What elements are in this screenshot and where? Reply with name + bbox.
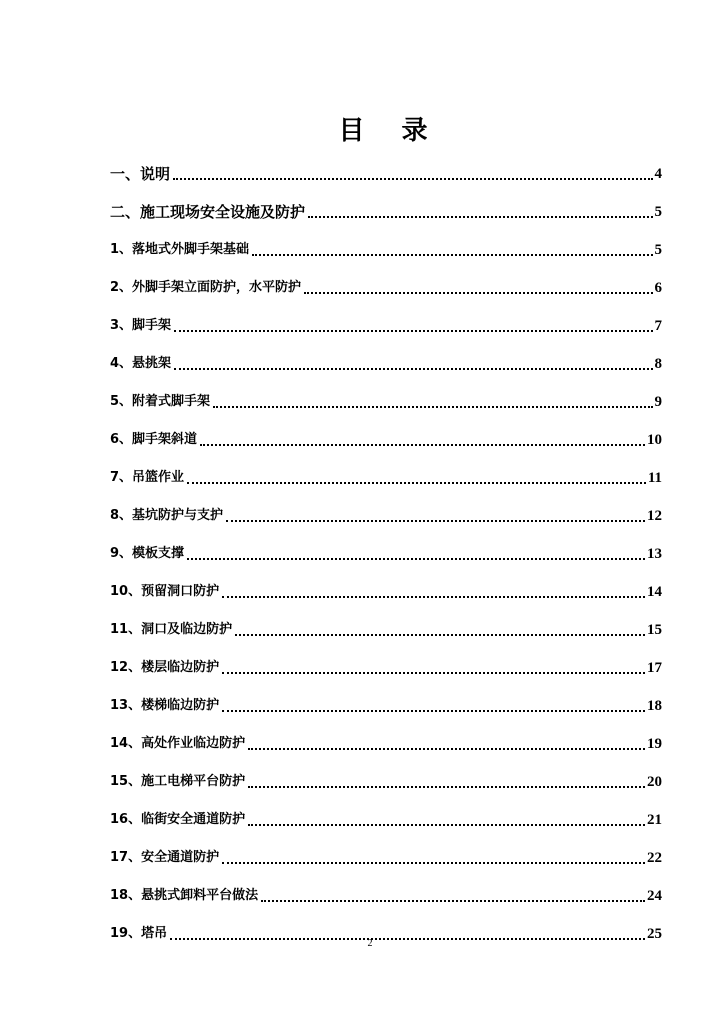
toc-entry[interactable] xyxy=(110,754,662,792)
toc-entry[interactable] xyxy=(110,488,662,526)
toc-entry[interactable] xyxy=(110,830,662,868)
toc-entry[interactable] xyxy=(110,336,662,374)
toc-entry[interactable] xyxy=(110,412,662,450)
toc-entry-label: 7、吊篮作业 xyxy=(110,470,185,485)
toc-entry-page: 13 xyxy=(647,546,662,562)
toc-entry-page: 11 xyxy=(647,470,662,486)
toc-entry[interactable] xyxy=(110,298,662,336)
toc-entry[interactable] xyxy=(110,564,662,602)
toc-entry-page: 4 xyxy=(654,166,662,182)
toc-entry-label: 一、说明 xyxy=(110,165,171,183)
toc-entry-label: 19、塔吊 xyxy=(110,926,168,941)
toc-entry-label: 6、脚手架斜道 xyxy=(110,432,198,447)
toc-entry-page: 6 xyxy=(654,280,662,296)
toc-leader-dots xyxy=(248,786,645,788)
toc-entry-label: 12、楼层临边防护 xyxy=(110,660,220,675)
toc-entry-label: 1、落地式外脚手架基础 xyxy=(110,242,250,257)
toc-leader-dots xyxy=(226,520,645,522)
toc-entry-label: 15、施工电梯平台防护 xyxy=(110,774,246,789)
toc-entry[interactable] xyxy=(110,678,662,716)
toc-entry-page: 18 xyxy=(647,698,662,714)
toc-entry-label: 9、模板支撑 xyxy=(110,546,185,561)
toc-leader-dots xyxy=(222,862,645,864)
toc-leader-dots xyxy=(222,596,645,598)
toc-entry-label: 11、洞口及临边防护 xyxy=(110,622,233,637)
toc-entry[interactable] xyxy=(110,222,662,260)
toc-leader-dots xyxy=(248,824,645,826)
toc-entry[interactable] xyxy=(110,868,662,906)
toc-entry-page: 22 xyxy=(647,850,662,866)
toc-entry-page: 21 xyxy=(647,812,662,828)
toc-entry-label: 3、脚手架 xyxy=(110,318,172,333)
toc-entry-page: 24 xyxy=(647,888,662,904)
toc-leader-dots xyxy=(213,406,652,408)
toc-entry[interactable] xyxy=(110,602,662,640)
toc-entry-label: 18、悬挑式卸料平台做法 xyxy=(110,888,259,903)
toc-entry-page: 7 xyxy=(654,318,662,334)
toc-leader-dots xyxy=(222,710,645,712)
toc-entry-page: 10 xyxy=(647,432,662,448)
toc-leader-dots xyxy=(304,292,652,294)
toc-entry-label: 二、施工现场安全设施及防护 xyxy=(110,203,306,221)
toc-entry[interactable] xyxy=(110,260,662,298)
toc-entry-label: 14、高处作业临边防护 xyxy=(110,736,246,751)
toc-entry-label: 5、附着式脚手架 xyxy=(110,394,211,409)
toc-entry-label: 17、安全通道防护 xyxy=(110,850,220,865)
toc-entry[interactable] xyxy=(110,716,662,754)
toc-leader-dots xyxy=(174,368,652,370)
toc-leader-dots xyxy=(261,900,645,902)
toc-entry-label: 10、预留洞口防护 xyxy=(110,584,220,599)
toc-entry-page: 17 xyxy=(647,660,662,676)
toc-entry-page: 19 xyxy=(647,736,662,752)
toc-leader-dots xyxy=(187,482,646,484)
toc-leader-dots xyxy=(173,178,652,180)
toc-entry-label: 4、悬挑架 xyxy=(110,356,172,371)
toc-entry[interactable] xyxy=(110,792,662,830)
toc-leader-dots xyxy=(200,444,645,446)
toc-list xyxy=(110,146,662,944)
toc-entry[interactable] xyxy=(110,184,662,222)
toc-leader-dots xyxy=(252,254,652,256)
toc-entry[interactable] xyxy=(110,146,662,184)
toc-entry-page: 14 xyxy=(647,584,662,600)
toc-entry-page: 15 xyxy=(647,622,662,638)
toc-title: 目 录 xyxy=(338,116,442,146)
toc-entry-label: 8、基坑防护与支护 xyxy=(110,508,224,523)
toc-entry-page: 8 xyxy=(654,356,662,372)
toc-leader-dots xyxy=(248,748,645,750)
toc-entry-page: 12 xyxy=(647,508,662,524)
toc-entry-label: 2、外脚手架立面防护，水平防护 xyxy=(110,280,302,295)
toc-entry-page: 5 xyxy=(654,204,662,220)
toc-entry-page: 5 xyxy=(654,242,662,258)
toc-entry-label: 13、楼梯临边防护 xyxy=(110,698,220,713)
toc-entry-label: 16、临街安全通道防护 xyxy=(110,812,246,827)
toc-leader-dots xyxy=(174,330,652,332)
toc-entry-page: 25 xyxy=(647,926,662,942)
toc-entry-page: 20 xyxy=(647,774,662,790)
toc-entry[interactable] xyxy=(110,374,662,412)
toc-entry[interactable] xyxy=(110,640,662,678)
toc-entry-page: 9 xyxy=(654,394,662,410)
page-number: 2 xyxy=(367,938,373,949)
toc-entry[interactable] xyxy=(110,526,662,564)
toc-leader-dots xyxy=(187,558,645,560)
toc-entry[interactable] xyxy=(110,450,662,488)
toc-leader-dots xyxy=(222,672,645,674)
toc-leader-dots xyxy=(308,216,652,218)
toc-leader-dots xyxy=(235,634,645,636)
